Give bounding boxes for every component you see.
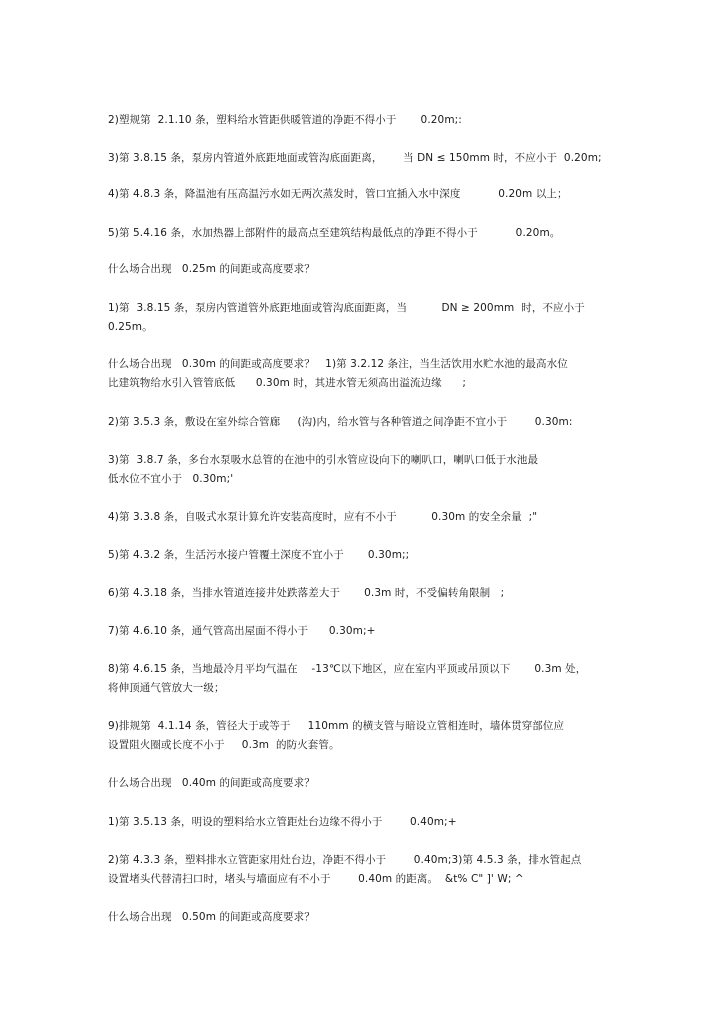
section-question: 什么场合出现 0.50m 的间距或高度要求？ — [108, 911, 315, 923]
text-line: 1)第 3.5.13 条，明设的塑料给水立管距灶台边缘不得小于 0.40m;+ — [108, 816, 457, 828]
text-line: 4)第 3.3.8 条，自吸式水泵计算允许安装高度时，应有不小于 0.30m 的安全余量 ;" — [108, 511, 538, 523]
text-line: 3)第 3.8.7 条，多台水泵吸水总管的在池中的引水管应设向下的喇叭口，喇叭口低于水池最 — [108, 454, 539, 466]
section-question: 什么场合出现 0.40m 的间距或高度要求？ — [108, 777, 315, 789]
text-line: 2)第 4.3.3 条，塑料排水立管距家用灶台边，净距不得小于 0.40m;3)第 4.5.3 条，排水管起点 — [108, 854, 582, 866]
text-line: 4)第 4.8.3 条，降温池有压高温污水如无两次蒸发时，管口宜插入水中深度 0.20m 以上； — [108, 188, 568, 200]
text-line: 7)第 4.6.10 条，通气管高出屋面不得小于 0.30m;+ — [108, 625, 376, 637]
text-line: 2)塑规第 2.1.10 条，塑料给水管距供暖管道的净距不得小于 0.20m;: — [108, 114, 462, 126]
text-line: 1)第 3.8.15 条，泵房内管道管外底距地面或管沟底面距离，当 DN ≥ 200mm 时，不应小于 — [108, 302, 585, 314]
text-line: 低水位不宜小于 0.30m;' — [108, 473, 234, 485]
text-line: 8)第 4.6.15 条，当地最冷月平均气温在 -13℃以下地区，应在室内平顶或吊顶以下 0.3m 处， — [108, 663, 587, 675]
text-line: 9)排规第 4.1.14 条，管径大于或等于 110mm 的横支管与暗设立管相连时，墙体贯穿部位应 — [108, 720, 565, 732]
text-line: 5)第 4.3.2 条，生活污水接户管覆土深度不宜小于 0.30m;; — [108, 549, 410, 561]
text-line: 5)第 5.4.16 条，水加热器上部附件的最高点至建筑结构最低点的净距不得小于 0.20m。 — [108, 227, 561, 239]
section-question: 什么场合出现 0.25m 的间距或高度要求？ — [108, 263, 315, 275]
text-line: 0.25m。 — [108, 321, 153, 333]
section-question: 什么场合出现 0.30m 的间距或高度要求？ 1)第 3.2.12 条注，当生活饮用水贮水池的最高水位 — [108, 358, 568, 370]
text-line: 比建筑物给水引入管管底低 0.30m 时，其进水管无须高出溢流边缘 ; — [108, 377, 467, 389]
text-line: 2)第 3.5.3 条，敷设在室外综合管廊 (沟)内，给水管与各种管道之间净距不宜小于 0.30m: — [108, 416, 573, 428]
text-line: 设置堵头代替清扫口时，堵头与墙面应有不小于 0.40m 的距离。 &t% C" ]' W; ^ — [108, 873, 524, 885]
text-line: 设置阻火圈或长度不小于 0.3m 的防火套管。 — [108, 739, 340, 751]
text-line: 3)第 3.8.15 条，泵房内管道外底距地面或管沟底面距离， 当 DN ≤ 150mm 时，不应小于 0.20m; — [108, 152, 602, 164]
text-line: 将伸顶通气管放大一级； — [108, 682, 225, 694]
text-line: 6)第 4.3.18 条，当排水管道连接井处跌落差大于 0.3m 时，不受偏转角限制 ; — [108, 587, 505, 599]
